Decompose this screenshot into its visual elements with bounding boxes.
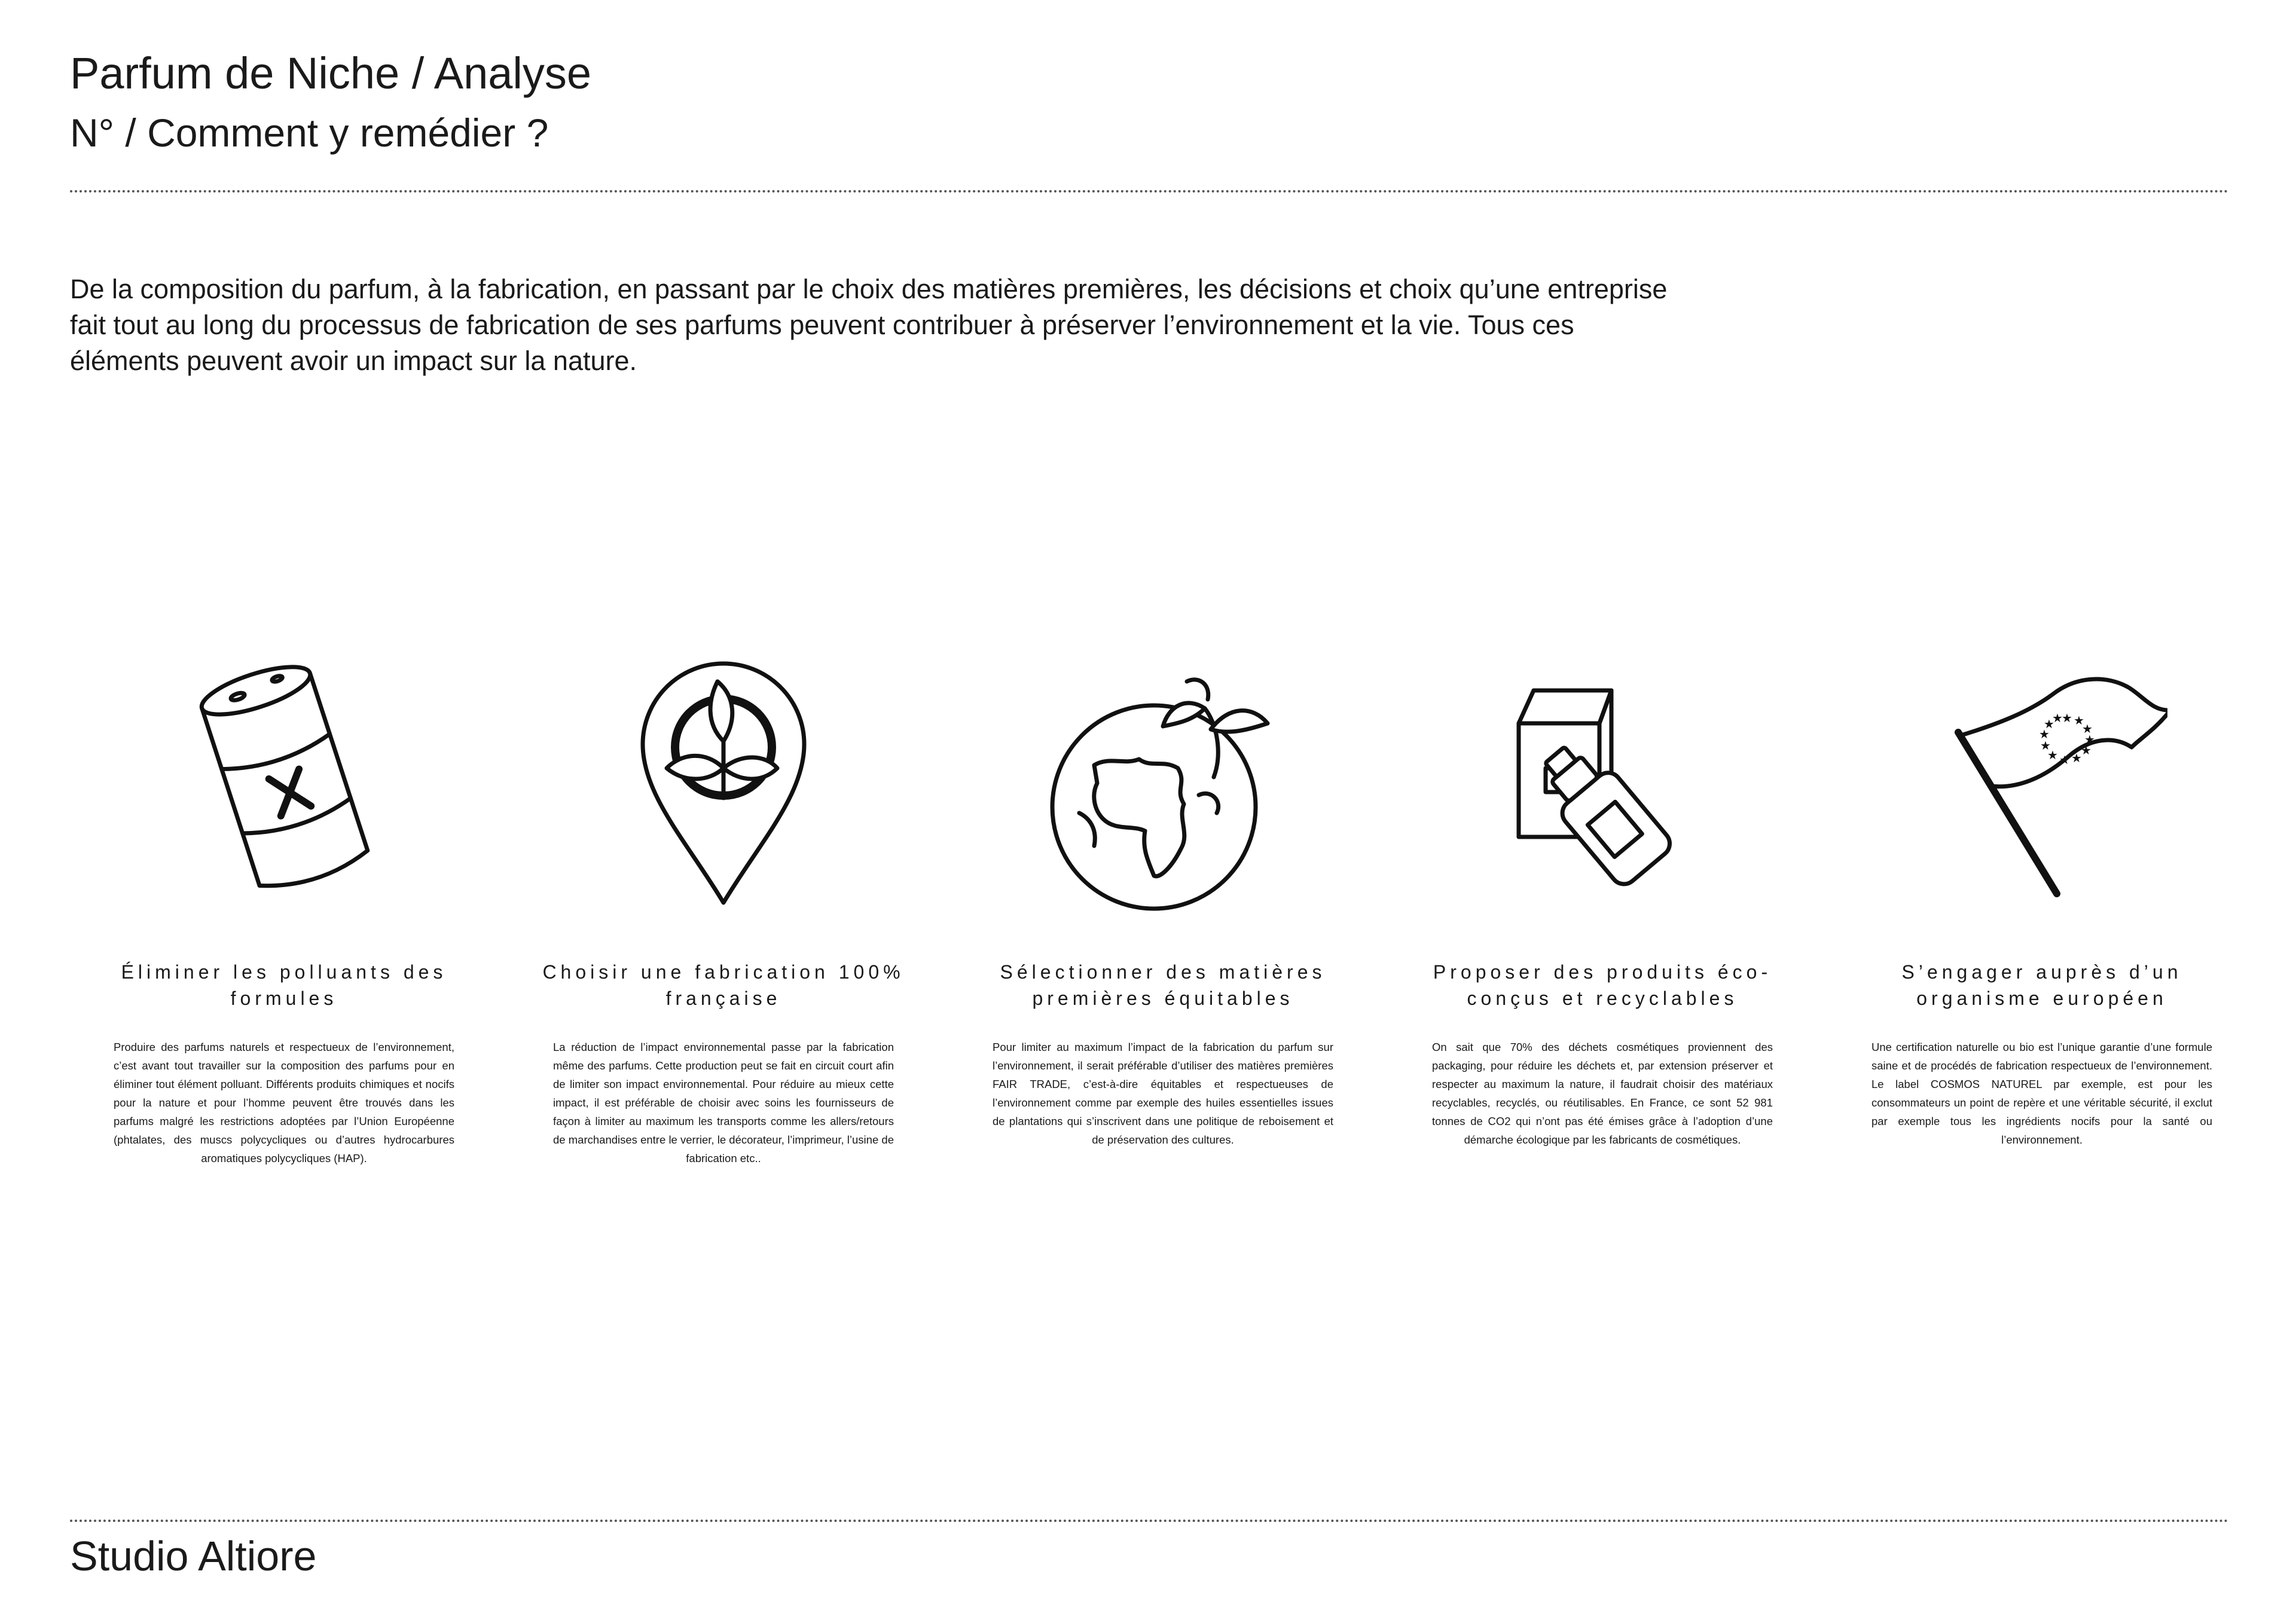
svg-text:★: ★ bbox=[2081, 744, 2092, 757]
column-french-manufacturing bbox=[541, 640, 906, 1164]
bottom-divider bbox=[70, 1520, 2230, 1522]
svg-text:★: ★ bbox=[2082, 723, 2093, 736]
location-pin-leaf-icon bbox=[598, 640, 849, 915]
column-title: Sélectionner des matières premières équitables bbox=[1000, 961, 1326, 1009]
column-eliminate-pollutants bbox=[102, 640, 466, 1164]
svg-text:★: ★ bbox=[2071, 752, 2082, 765]
column-eco-packaging bbox=[1420, 640, 1785, 1146]
svg-text:★: ★ bbox=[2062, 712, 2072, 725]
svg-text:★: ★ bbox=[2039, 728, 2050, 741]
column-body: On sait que 70% des déchets cosmétiques proviennent des packaging, pour réduire les déchets et, par extension préserver et respecter au maximum la nature, il faudrait choisir des matériaux recyclables, recyclés, ou réutilisables. En France, ce sont 52 981 tonnes de CO2 qui n’ont pas été émises grâce à l’adoption d’une démarche écologique par les fabricants de cosmétiques. bbox=[1432, 1041, 1773, 1146]
svg-text:★: ★ bbox=[2047, 749, 2058, 762]
column-body: Pour limiter au maximum l’impact de la fabrication du parfum sur l’environnement, il serait préférable d’utiliser des matières premières FAIR TRADE, c’est-à-dire équitables et respectueuses de l’environnement comme par exemple des huiles essentielles issues de plantations qui s’inscrivent dans une politique de reboisement et de préservation des cultures. bbox=[993, 1041, 1333, 1146]
svg-text:★: ★ bbox=[2084, 733, 2095, 747]
oil-barrel-icon bbox=[158, 640, 410, 915]
svg-text:★: ★ bbox=[2052, 712, 2063, 725]
column-fair-raw-materials bbox=[981, 640, 1345, 1146]
svg-text:★: ★ bbox=[2074, 714, 2084, 728]
column-title: S’engager auprès d’un organisme européen bbox=[1901, 961, 2182, 1009]
column-title: Choisir une fabrication 100% française bbox=[542, 961, 905, 1009]
column-body: Une certification naturelle ou bio est l’unique garantie d’une formule saine et de procédés de fabrication respectueux de l’environnement. Le label COSMOS NATUREL par exemple, est pour les consommateurs un point de repère et une véritable sécurité, il exclut par exemple tous les ingrédients nocifs pour la santé ou l’environnement. bbox=[1871, 1041, 2212, 1146]
column-title: Proposer des produits éco-conçus et recyclables bbox=[1433, 961, 1772, 1009]
eu-flag-icon bbox=[1916, 640, 2167, 915]
globe-sprout-icon bbox=[1037, 640, 1289, 915]
eu-stars bbox=[2039, 712, 2095, 767]
svg-text:★: ★ bbox=[2044, 718, 2054, 731]
svg-text:★: ★ bbox=[2059, 754, 2070, 767]
packaging-bottle-icon bbox=[1477, 640, 1728, 915]
page-title: Parfum de Niche / Analyse bbox=[70, 48, 591, 98]
svg-text:★: ★ bbox=[2040, 739, 2051, 753]
column-body: La réduction de l’impact environnemental passe par la fabrication même des parfums. Cette production peut se fait en circuit court afin de limiter son impact environnemental. Pour réduire au mieux cette impact, il est préférable de choisir avec soins les fournisseurs de façon à limiter au maximum les transports comme les allers/retours de marchandises entre le verrier, le décorateur, l’imprimeur, l’usine de fabrication etc.. bbox=[553, 1041, 894, 1164]
top-divider bbox=[70, 190, 2230, 192]
column-european-organisation bbox=[1860, 640, 2224, 1146]
footer-studio-name: Studio Altiore bbox=[70, 1533, 317, 1579]
column-body: Produire des parfums naturels et respectueux de l’environnement, c’est avant tout travailler sur la composition des parfums pour en éliminer tout élément polluant. Différents produits chimiques et nocifs pour la nature et pour l’homme peuvent être trouvés dans les parfums malgré les restrictions adoptées par l’Union Européenne (phtalates, des muscs polycycliques ou d’autres hydrocarbures aromatiques polycycliques (HAP). bbox=[114, 1041, 454, 1164]
page-subtitle: N° / Comment y remédier ? bbox=[70, 111, 549, 155]
column-title: Éliminer les polluants des formules bbox=[121, 961, 447, 1009]
intro-paragraph: De la composition du parfum, à la fabrication, en passant par le choix des matières premières, les décisions et choix qu’une entreprise fait tout au long du processus de fabrication de ses parfums peuvent contribuer à préserver l’environnement et la vie. Tous ces éléments peuvent avoir un impact sur la nature. bbox=[70, 274, 1668, 376]
